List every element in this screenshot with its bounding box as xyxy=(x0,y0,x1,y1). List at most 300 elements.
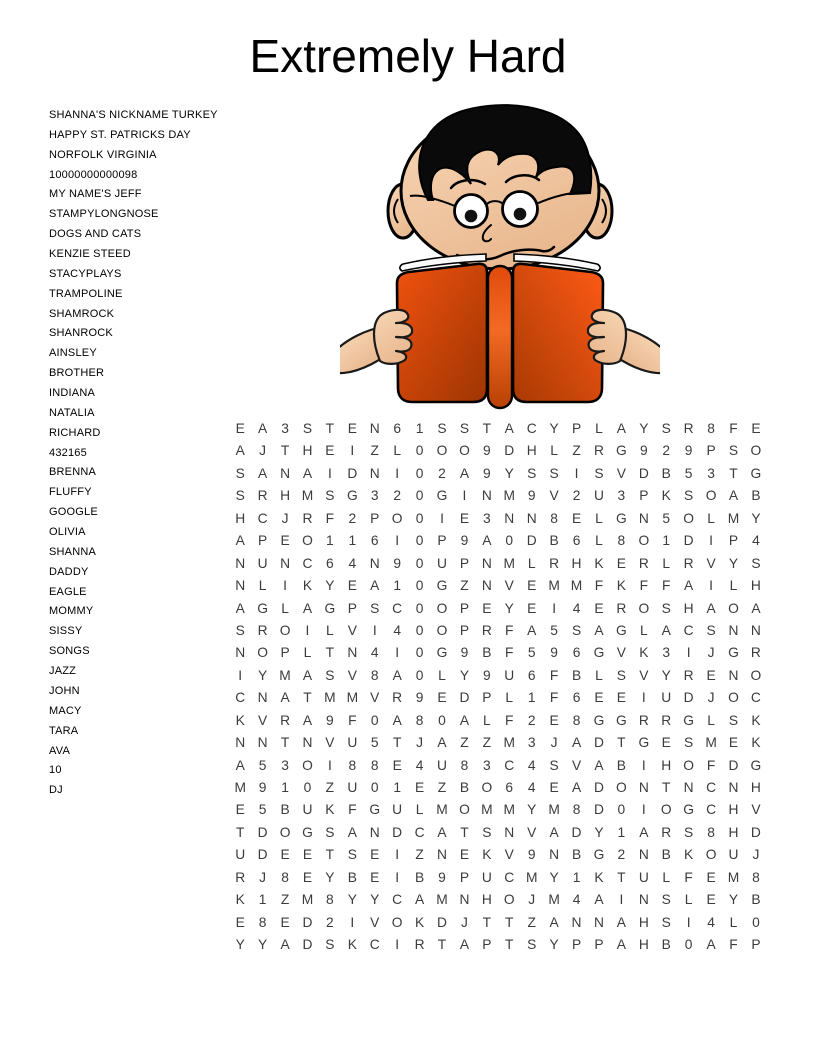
grid-letter: Z xyxy=(482,735,492,751)
grid-letter: G xyxy=(683,712,695,728)
grid-letter: M xyxy=(436,802,448,818)
grid-letter: O xyxy=(436,622,448,638)
grid-row xyxy=(229,799,767,821)
grid-letter: T xyxy=(505,937,514,953)
grid-letter: N xyxy=(728,667,739,683)
grid-letter: S xyxy=(482,824,492,840)
grid-letter: 9 xyxy=(483,667,491,683)
grid-letter: M xyxy=(301,892,314,908)
grid-letter: A xyxy=(616,421,626,436)
grid-letter: D xyxy=(257,847,268,863)
grid-letter: 3 xyxy=(281,421,289,436)
grid-letter: N xyxy=(257,690,268,706)
grid-letter: R xyxy=(683,421,694,436)
grid-letter: S xyxy=(325,824,335,840)
grid-letter: G xyxy=(593,645,605,661)
grid-letter: L xyxy=(326,622,334,638)
grid-letter: S xyxy=(370,600,380,616)
grid-letter: E xyxy=(414,780,425,795)
grid-letter: D xyxy=(302,914,313,930)
word-item: AVA xyxy=(49,744,70,757)
grid-row xyxy=(229,620,767,642)
grid-letter: 3 xyxy=(370,488,379,504)
grid-letter: E xyxy=(280,533,290,549)
grid-row xyxy=(229,642,767,664)
grid-letter: L xyxy=(707,510,715,526)
grid-letter: S xyxy=(661,421,671,436)
grid-letter: T xyxy=(325,645,335,661)
grid-letter: 3 xyxy=(483,757,491,773)
grid-letter: J xyxy=(259,869,267,885)
grid-letter: U xyxy=(481,869,492,885)
word-item: DOGS AND CATS xyxy=(49,228,142,241)
grid-letter: Y xyxy=(728,555,739,571)
grid-letter: L xyxy=(729,914,738,930)
grid-letter: 3 xyxy=(707,465,715,481)
grid-letter: N xyxy=(481,555,492,571)
word-item: JOHN xyxy=(49,684,80,697)
grid-letter: S xyxy=(235,622,245,638)
grid-letter: D xyxy=(504,443,515,459)
grid-letter: 8 xyxy=(281,869,289,885)
grid-letter: E xyxy=(370,847,380,863)
grid-letter: U xyxy=(728,847,739,863)
grid-letter: T xyxy=(325,847,335,863)
grid-letter: O xyxy=(279,622,291,638)
grid-letter: A xyxy=(616,914,626,930)
grid-letter: F xyxy=(729,421,738,436)
grid-letter: H xyxy=(728,824,739,840)
grid-letter: G xyxy=(302,824,313,840)
page-title: Extremely Hard xyxy=(249,30,567,82)
grid-letter: D xyxy=(728,757,739,773)
grid-letter: L xyxy=(527,555,536,571)
grid-letter: R xyxy=(593,443,604,459)
grid-letter: O xyxy=(638,600,650,616)
grid-letter: K xyxy=(235,712,245,728)
grid-letter: N xyxy=(638,780,649,795)
grid-letter: O xyxy=(302,757,313,773)
grid-letter: 0 xyxy=(752,914,760,930)
grid-letter: T xyxy=(280,443,290,459)
grid-letter: S xyxy=(235,488,245,504)
grid-letter: D xyxy=(392,824,403,840)
grid-row xyxy=(229,440,767,462)
grid-letter: U xyxy=(347,780,358,795)
grid-letter: K xyxy=(639,645,649,661)
grid-letter: N xyxy=(571,914,582,930)
word-item: AINSLEY xyxy=(49,347,97,360)
word-item: SHANROCK xyxy=(49,327,113,340)
grid-letter: O xyxy=(503,892,515,908)
grid-letter: K xyxy=(751,712,761,728)
grid-letter: O xyxy=(391,914,403,930)
grid-letter: N xyxy=(280,465,291,481)
grid-letter: N xyxy=(369,555,380,571)
word-item: SONGS xyxy=(49,645,90,658)
grid-letter: 1 xyxy=(393,780,401,795)
grid-letter: S xyxy=(684,824,694,840)
grid-letter: K xyxy=(751,735,761,751)
word-item: SHANNA xyxy=(49,545,97,558)
grid-letter: N xyxy=(549,847,560,863)
grid-letter: E xyxy=(706,869,716,885)
grid-letter: G xyxy=(616,622,627,638)
grid-letter: H xyxy=(728,802,739,818)
grid-letter: E xyxy=(235,421,245,436)
grid-letter: 2 xyxy=(572,488,581,504)
grid-letter: C xyxy=(257,510,268,526)
grid-letter: H xyxy=(526,443,537,459)
grid-letter: A xyxy=(302,465,313,481)
grid-letter: Y xyxy=(325,578,335,594)
grid-letter: N xyxy=(728,780,739,795)
grid-letter: T xyxy=(617,869,626,885)
grid-letter: R xyxy=(683,555,694,571)
grid-letter: E xyxy=(459,510,470,526)
grid-row xyxy=(229,687,767,709)
grid-letter: P xyxy=(459,555,470,571)
grid-letter: 9 xyxy=(460,533,469,549)
grid-letter: 1 xyxy=(415,421,424,436)
grid-letter: F xyxy=(505,622,514,638)
grid-letter: I xyxy=(327,465,332,481)
grid-letter: A xyxy=(549,824,559,840)
grid-letter: M xyxy=(548,578,560,594)
word-item: KENZIE STEED xyxy=(49,248,131,261)
grid-letter: H xyxy=(481,892,492,908)
grid-row xyxy=(229,508,767,530)
grid-letter: O xyxy=(728,690,739,706)
grid-letter: 9 xyxy=(460,645,469,661)
grid-letter: F xyxy=(348,802,357,818)
grid-letter: O xyxy=(705,488,717,504)
grid-letter: M xyxy=(525,869,538,885)
grid-letter: V xyxy=(370,690,380,706)
grid-letter: E xyxy=(392,757,402,773)
grid-letter: U xyxy=(504,667,515,683)
grid-letter: V xyxy=(751,802,761,818)
grid-letter: 9 xyxy=(483,465,491,481)
grid-letter: Z xyxy=(527,914,536,930)
grid-letter: 6 xyxy=(393,421,401,436)
word-item: BRENNA xyxy=(49,466,97,479)
grid-letter: C xyxy=(683,622,694,638)
grid-letter: N xyxy=(683,780,694,795)
grid-letter: 9 xyxy=(438,869,446,885)
grid-letter: 4 xyxy=(370,645,379,661)
grid-letter: N xyxy=(750,622,761,638)
grid-letter: C xyxy=(392,600,403,616)
grid-letter: E xyxy=(661,735,671,751)
grid-letter: V xyxy=(616,465,626,481)
grid-letter: Y xyxy=(751,510,761,526)
grid-letter: S xyxy=(751,555,761,571)
grid-letter: 0 xyxy=(684,937,693,953)
grid-letter: R xyxy=(549,555,560,571)
grid-letter: A xyxy=(549,914,559,930)
grid-letter: S xyxy=(661,914,671,930)
grid-letter: A xyxy=(258,421,268,436)
grid-row xyxy=(229,710,767,732)
grid-letter: L xyxy=(281,600,289,616)
grid-letter: S xyxy=(325,937,335,953)
grid-letter: E xyxy=(751,421,761,436)
grid-letter: K xyxy=(684,847,694,863)
grid-letter: B xyxy=(661,937,671,953)
grid-letter: K xyxy=(594,555,604,571)
grid-letter: A xyxy=(706,937,716,953)
grid-letter: P xyxy=(482,937,492,953)
grid-letter: R xyxy=(683,667,694,683)
grid-letter: C xyxy=(414,824,425,840)
grid-letter: T xyxy=(325,421,335,436)
grid-letter: Y xyxy=(370,892,380,908)
word-item: SHANNA'S NICKNAME TURKEY xyxy=(49,109,218,121)
grid-letter: U xyxy=(437,555,447,571)
grid-letter: H xyxy=(280,488,291,504)
word-item: NATALIA xyxy=(49,406,95,419)
grid-letter: 5 xyxy=(370,735,379,751)
grid-letter: R xyxy=(257,622,268,638)
grid-letter: P xyxy=(370,510,380,526)
grid-letter: 3 xyxy=(483,510,491,526)
grid-letter: C xyxy=(706,780,717,795)
grid-letter: E xyxy=(280,847,290,863)
grid-letter: V xyxy=(258,712,268,728)
grid-row xyxy=(229,844,767,866)
grid-letter: E xyxy=(280,914,290,930)
grid-letter: I xyxy=(372,622,377,638)
grid-letter: J xyxy=(752,847,760,863)
grid-letter: C xyxy=(369,937,380,953)
grid-letter: 5 xyxy=(550,622,558,638)
grid-letter: M xyxy=(503,802,516,818)
grid-letter: B xyxy=(459,780,470,795)
grid-letter: A xyxy=(258,465,268,481)
grid-letter: R xyxy=(235,869,246,885)
grid-letter: 6 xyxy=(527,667,536,683)
grid-letter: A xyxy=(482,533,492,549)
grid-letter: R xyxy=(481,622,492,638)
grid-letter: L xyxy=(303,645,312,661)
grid-letter: S xyxy=(235,465,245,481)
grid-letter: P xyxy=(258,533,268,549)
grid-letter: I xyxy=(305,622,310,638)
grid-letter: I xyxy=(641,690,646,706)
grid-letter: E xyxy=(706,892,716,908)
grid-row xyxy=(229,665,767,687)
grid-letter: 4 xyxy=(415,757,424,773)
grid-letter: I xyxy=(641,802,646,818)
grid-letter: N xyxy=(235,645,246,661)
grid-letter: V xyxy=(616,645,626,661)
grid-letter: 1 xyxy=(348,533,357,549)
grid-letter: I xyxy=(327,757,332,773)
grid-letter: K xyxy=(347,937,357,953)
grid-letter: G xyxy=(436,488,448,504)
grid-letter: 9 xyxy=(639,443,648,459)
grid-row xyxy=(229,934,767,956)
word-item: NORFOLK VIRGINIA xyxy=(49,148,157,161)
grid-letter: V xyxy=(639,667,649,683)
grid-letter: 9 xyxy=(527,847,536,863)
word-item: 432165 xyxy=(49,446,87,459)
grid-letter: O xyxy=(391,510,403,526)
grid-letter: V xyxy=(347,622,357,638)
grid-letter: S xyxy=(684,488,694,504)
grid-letter: N xyxy=(526,510,537,526)
grid-letter: K xyxy=(482,847,492,863)
grid-letter: N xyxy=(235,555,246,571)
grid-letter: G xyxy=(346,488,358,504)
grid-letter: M xyxy=(503,555,516,571)
grid-letter: S xyxy=(616,667,626,683)
grid-letter: G xyxy=(616,712,627,728)
grid-letter: A xyxy=(504,421,514,436)
grid-letter: U xyxy=(302,802,313,818)
grid-letter: 2 xyxy=(617,847,626,863)
grid-letter: I xyxy=(395,869,400,885)
grid-letter: Z xyxy=(280,892,290,908)
grid-letter: B xyxy=(751,488,761,504)
grid-letter: R xyxy=(661,824,672,840)
grid-letter: C xyxy=(504,869,515,885)
grid-letter: S xyxy=(437,421,447,436)
grid-letter: 9 xyxy=(326,712,334,728)
grid-letter: V xyxy=(706,555,716,571)
grid-letter: 1 xyxy=(393,578,401,594)
grid-letter: Y xyxy=(639,421,649,436)
grid-letter: B xyxy=(571,667,582,683)
grid-letter: V xyxy=(571,757,582,773)
grid-letter: 0 xyxy=(415,578,424,594)
grid-row xyxy=(229,553,767,575)
grid-letter: 0 xyxy=(415,622,424,638)
grid-letter: G xyxy=(369,802,381,818)
grid-letter: K xyxy=(235,892,245,908)
grid-letter: M xyxy=(346,690,359,706)
grid-letter: A xyxy=(594,622,604,638)
grid-letter: F xyxy=(729,937,738,953)
grid-letter: V xyxy=(504,578,514,594)
grid-letter: F xyxy=(662,578,671,594)
grid-letter: A xyxy=(437,824,447,840)
grid-letter: P xyxy=(706,443,716,459)
grid-letter: L xyxy=(595,533,603,549)
word-item: BROTHER xyxy=(49,367,105,380)
grid-letter: 8 xyxy=(752,869,760,885)
grid-letter: T xyxy=(505,914,514,930)
grid-letter: 6 xyxy=(505,780,514,795)
grid-letter: 2 xyxy=(393,488,401,504)
grid-letter: R xyxy=(414,937,425,953)
grid-letter: S xyxy=(302,421,313,436)
grid-letter: 3 xyxy=(281,757,289,773)
grid-letter: U xyxy=(392,802,403,818)
grid-letter: Z xyxy=(460,578,469,594)
grid-letter: 2 xyxy=(438,465,446,481)
grid-letter: 4 xyxy=(572,892,581,908)
grid-letter: I xyxy=(395,533,400,549)
word-list xyxy=(49,106,218,801)
grid-letter: I xyxy=(709,533,713,549)
word-item: 10000000000098 xyxy=(49,168,138,181)
grid-letter: 1 xyxy=(527,690,536,706)
grid-letter: I xyxy=(395,645,400,661)
grid-letter: 0 xyxy=(370,780,379,795)
grid-letter: H xyxy=(750,780,761,795)
grid-letter: K xyxy=(616,578,626,594)
grid-letter: R xyxy=(280,712,291,728)
grid-letter: T xyxy=(235,824,245,840)
grid-letter: N xyxy=(235,578,246,594)
grid-letter: K xyxy=(414,914,425,930)
grid-letter: A xyxy=(280,937,290,953)
grid-letter: D xyxy=(750,824,761,840)
grid-letter: Y xyxy=(258,937,268,953)
grid-letter: V xyxy=(527,824,537,840)
grid-row xyxy=(229,418,767,440)
grid-letter: Z xyxy=(437,780,447,795)
grid-letter: H xyxy=(683,600,694,616)
grid-letter: Y xyxy=(347,892,357,908)
word-item: MY NAME'S JEFF xyxy=(49,188,142,201)
grid-row xyxy=(229,530,767,552)
grid-letter: N xyxy=(280,555,291,571)
grid-letter: D xyxy=(459,690,470,706)
grid-letter: J xyxy=(707,645,715,661)
grid-letter: O xyxy=(683,510,695,526)
grid-letter: L xyxy=(505,690,514,706)
grid-letter: T xyxy=(617,735,626,751)
grid-letter: L xyxy=(684,892,693,908)
grid-letter: M xyxy=(727,869,740,885)
grid-letter: F xyxy=(549,690,559,706)
grid-letter: Y xyxy=(549,937,559,953)
grid-letter: G xyxy=(436,645,448,661)
grid-letter: S xyxy=(661,892,671,908)
grid-letter: S xyxy=(325,667,335,683)
grid-letter: N xyxy=(638,510,649,526)
grid-letter: G xyxy=(593,847,605,863)
grid-letter: L xyxy=(707,712,715,728)
grid-letter: Z xyxy=(415,847,424,863)
grid-letter: 0 xyxy=(505,533,514,549)
grid-letter: 1 xyxy=(326,533,334,549)
word-item: FLUFFY xyxy=(49,486,92,499)
grid-letter: T xyxy=(392,735,402,751)
grid-letter: N xyxy=(481,578,492,594)
grid-letter: P xyxy=(459,622,470,638)
grid-letter: N xyxy=(459,892,470,908)
grid-letter: 4 xyxy=(527,780,536,795)
grid-letter: I xyxy=(709,578,713,594)
grid-letter: M xyxy=(481,802,493,818)
grid-letter: 9 xyxy=(550,645,558,661)
grid-letter: N xyxy=(369,465,380,481)
grid-letter: 8 xyxy=(370,667,379,683)
grid-letter: I xyxy=(686,645,691,661)
grid-letter: O xyxy=(302,533,313,549)
grid-letter: E xyxy=(347,421,357,436)
grid-letter: U xyxy=(437,757,447,773)
grid-letter: C xyxy=(302,555,313,571)
grid-letter: 8 xyxy=(415,712,424,728)
grid-letter: A xyxy=(459,937,470,953)
grid-letter: 9 xyxy=(393,555,401,571)
grid-letter: Y xyxy=(235,937,245,953)
